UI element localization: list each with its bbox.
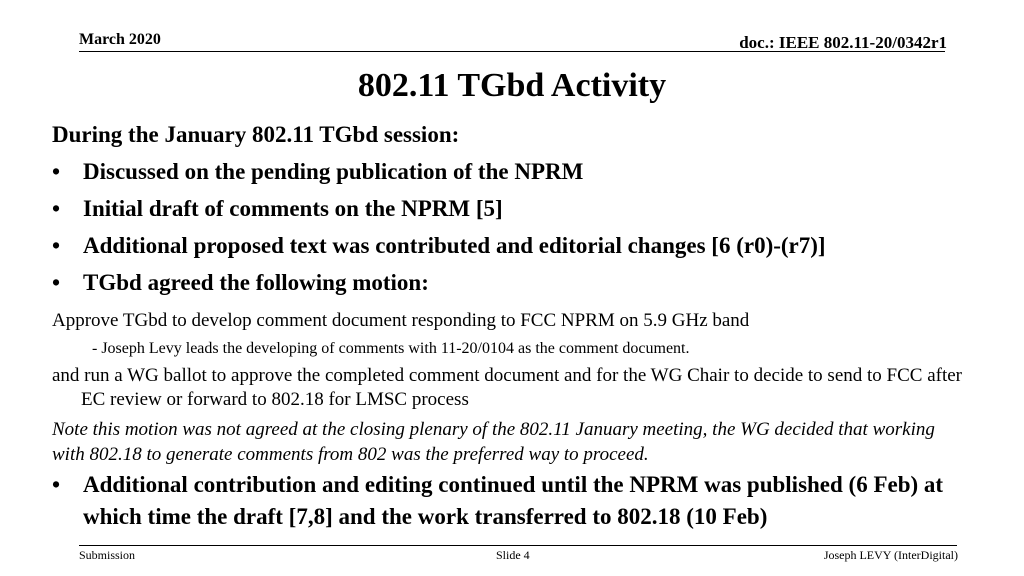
bullet-item bbox=[52, 469, 972, 533]
bullet-item bbox=[52, 190, 972, 227]
slide-content bbox=[52, 117, 972, 533]
header-divider bbox=[79, 51, 945, 52]
footer-slide-number: Slide 4 bbox=[496, 548, 530, 562]
bullet-marker: • bbox=[52, 196, 61, 221]
motion-continuation: and run a WG ballot to approve the completed comment document and for the WG Chair to decide to send to FCC after EC review or forward to 802.18 for LMSC process bbox=[52, 365, 962, 410]
header-date: March 2020 bbox=[79, 31, 161, 48]
bullet-marker: • bbox=[52, 270, 61, 295]
header-doc-id: doc.: IEEE 802.11-20/0342r1 bbox=[739, 33, 947, 52]
bullet-marker: • bbox=[52, 233, 61, 258]
bullet-text: TGbd agreed the following motion: bbox=[83, 270, 429, 295]
bullet-item bbox=[52, 264, 972, 301]
bullet-item bbox=[52, 227, 972, 264]
footer-divider bbox=[79, 545, 957, 546]
footer-author: Joseph LEVY (InterDigital) bbox=[823, 548, 958, 562]
session-intro: During the January 802.11 TGbd session: bbox=[52, 122, 460, 147]
footer-submission: Submission bbox=[79, 548, 136, 562]
motion-text: Approve TGbd to develop comment document responding to FCC NPRM on 5.9 GHz band bbox=[52, 310, 750, 331]
motion-note: Note this motion was not agreed at the closing plenary of the 802.11 January meeting, the WG decided that working with 802.18 to generate comments from 802 was the preferred way to proceed. bbox=[52, 419, 935, 465]
bullet-text: Additional contribution and editing continued until the NPRM was published (6 Feb) at which time the draft [7,8] and the work transferred to 802.18 (10 Feb) bbox=[83, 472, 944, 529]
motion-subpoint: - Joseph Levy leads the developing of comments with 11-20/0104 as the comment document. bbox=[92, 340, 690, 357]
bullet-text: Initial draft of comments on the NPRM [5] bbox=[83, 196, 503, 221]
bullet-item bbox=[52, 153, 972, 190]
bullet-text: Discussed on the pending publication of the NPRM bbox=[83, 159, 584, 184]
slide-title: 802.11 TGbd Activity bbox=[357, 67, 667, 104]
bullet-marker: • bbox=[52, 159, 61, 184]
bullet-marker: • bbox=[52, 472, 61, 497]
bullet-text: Additional proposed text was contributed and editorial changes [6 (r0)-(r7)] bbox=[83, 233, 826, 258]
